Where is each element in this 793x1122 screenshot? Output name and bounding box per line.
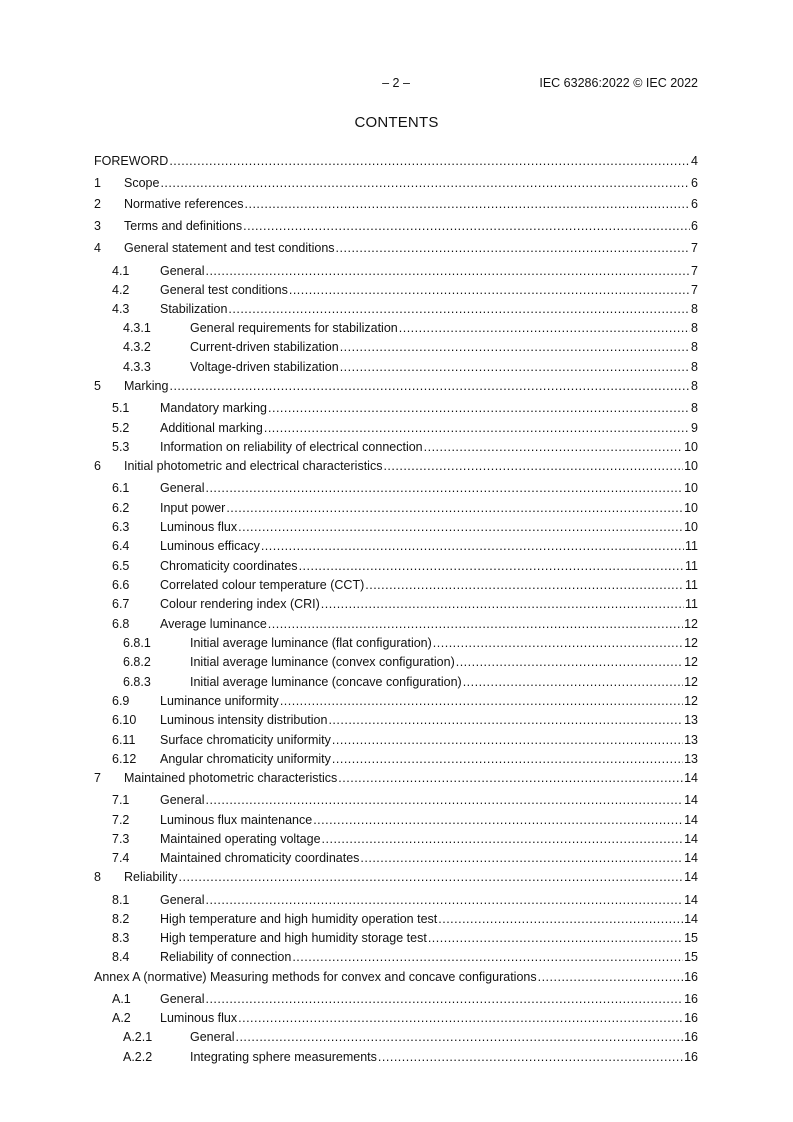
toc-entry-title: Stabilization: [160, 302, 228, 316]
toc-entry-number: 4.3.3: [123, 360, 151, 374]
toc-entry[interactable]: [94, 831, 698, 847]
toc-entry-page: 10: [684, 459, 698, 473]
dot-leader: [245, 196, 691, 212]
toc-entry-page: 9: [691, 421, 698, 435]
toc-entry-number: 4.3.1: [123, 321, 151, 335]
toc-entry-number: 6.5: [112, 559, 130, 573]
toc-entry-page: 11: [685, 597, 698, 611]
toc-entry-title: Correlated colour temperature (CCT): [160, 578, 365, 592]
toc-entry-title: General: [160, 992, 205, 1006]
toc-entry[interactable]: [94, 930, 698, 946]
toc-entry-number: 3: [94, 219, 101, 233]
toc-entry-page: 16: [684, 1011, 698, 1025]
toc-entry-page: 8: [691, 401, 698, 415]
dot-leader: [205, 792, 683, 808]
dot-leader: [328, 712, 683, 728]
toc-entry-page: 7: [691, 241, 698, 255]
toc-entry-title: Luminous flux: [160, 1011, 238, 1025]
toc-entry-number: 1: [94, 176, 101, 190]
dot-leader: [428, 930, 683, 946]
toc-entry-number: A.2.1: [123, 1030, 153, 1044]
dot-leader: [360, 850, 683, 866]
toc-entry-page: 8: [691, 360, 698, 374]
toc-entry-page: 12: [684, 617, 698, 631]
toc-entry-title: Current-driven stabilization: [190, 340, 339, 354]
toc-entry-title: General: [160, 893, 205, 907]
dot-leader: [340, 339, 690, 355]
toc-entry-number: 5.3: [112, 440, 130, 454]
toc-entry-number: 7.3: [112, 832, 130, 846]
toc-entry-page: 10: [684, 440, 698, 454]
dot-leader: [399, 320, 690, 336]
toc-entry[interactable]: [94, 240, 698, 256]
dot-leader: [169, 378, 690, 394]
toc-entry[interactable]: [94, 751, 698, 767]
toc-entry-number: 6.9: [112, 694, 130, 708]
toc-entry-number: 6.12: [112, 752, 137, 766]
dot-leader: [321, 596, 684, 612]
toc-entry[interactable]: [94, 339, 698, 355]
toc-entry-number: 7: [94, 771, 101, 785]
toc-entry[interactable]: [94, 439, 698, 455]
toc-entry-title: Annex A (normative) Measuring methods for convex and concave configurations: [94, 970, 537, 984]
toc-entry-number: 5.2: [112, 421, 130, 435]
toc-entry-page: 7: [691, 283, 698, 297]
toc-entry-page: 8: [691, 340, 698, 354]
toc-entry-page: 10: [684, 520, 698, 534]
dot-leader: [378, 1049, 683, 1065]
toc-entry-title: Normative references: [124, 197, 244, 211]
toc-entry-title: Scope: [124, 176, 160, 190]
toc-entry-number: 6.1: [112, 481, 130, 495]
toc-entry-title: FOREWORD: [94, 154, 169, 168]
dot-leader: [313, 812, 683, 828]
toc-entry[interactable]: [94, 458, 698, 474]
dot-leader: [456, 654, 683, 670]
toc-entry-title: General: [160, 481, 205, 495]
toc-entry-title: High temperature and high humidity storage test: [160, 931, 427, 945]
toc-entry-title: Voltage-driven stabilization: [190, 360, 339, 374]
dot-leader: [383, 458, 683, 474]
dot-leader: [228, 301, 690, 317]
toc-entry-title: Luminous flux: [160, 520, 238, 534]
toc-entry-page: 16: [684, 992, 698, 1006]
toc-entry[interactable]: [94, 1049, 698, 1065]
toc-entry-title: Maintained operating voltage: [160, 832, 321, 846]
toc-entry-page: 16: [684, 970, 698, 984]
toc-entry-page: 14: [684, 893, 698, 907]
toc-entry[interactable]: [94, 400, 698, 416]
toc-entry-number: 6.4: [112, 539, 130, 553]
toc-entry[interactable]: [94, 175, 698, 191]
toc-entry[interactable]: [94, 196, 698, 212]
toc-entry[interactable]: [94, 218, 698, 234]
toc-entry[interactable]: [94, 577, 698, 593]
dot-leader: [463, 674, 683, 690]
toc-entry-title: Surface chromaticity uniformity: [160, 733, 331, 747]
toc-entry-page: 6: [691, 197, 698, 211]
toc-entry-title: General: [190, 1030, 235, 1044]
toc-entry[interactable]: [94, 792, 698, 808]
dot-leader: [292, 949, 683, 965]
toc-entry-number: 6.2: [112, 501, 130, 515]
toc-entry-number: 6.8.2: [123, 655, 151, 669]
toc-entry-page: 16: [684, 1050, 698, 1064]
toc-entry[interactable]: [94, 500, 698, 516]
toc-entry-page: 12: [684, 655, 698, 669]
toc-entry-page: 6: [691, 176, 698, 190]
toc-entry-page: 12: [684, 694, 698, 708]
toc-entry-title: Additional marking: [160, 421, 263, 435]
toc-entry-number: 6.10: [112, 713, 137, 727]
toc-entry-title: Initial photometric and electrical characteristics: [124, 459, 383, 473]
toc-entry-page: 10: [684, 501, 698, 515]
dot-leader: [160, 175, 690, 191]
toc-entry[interactable]: [94, 850, 698, 866]
toc-entry-page: 14: [684, 813, 698, 827]
toc-entry-title: Information on reliability of electrical connection: [160, 440, 423, 454]
toc-entry[interactable]: [94, 635, 698, 651]
dot-leader: [243, 218, 690, 234]
toc-entry-number: 8.1: [112, 893, 130, 907]
toc-entry-page: 14: [684, 851, 698, 865]
dot-leader: [332, 732, 683, 748]
toc-entry-page: 13: [684, 733, 698, 747]
dot-leader: [438, 911, 683, 927]
dot-leader: [238, 1010, 683, 1026]
toc-entry-title: Terms and definitions: [124, 219, 243, 233]
toc-entry[interactable]: [94, 538, 698, 554]
toc-entry-number: 2: [94, 197, 101, 211]
toc-entry-title: Luminous flux maintenance: [160, 813, 313, 827]
dot-leader: [280, 693, 683, 709]
toc-entry-title: Marking: [124, 379, 169, 393]
toc-entry[interactable]: [94, 301, 698, 317]
toc-entry-number: 8: [94, 870, 101, 884]
toc-entry-page: 16: [684, 1030, 698, 1044]
dot-leader: [235, 1029, 683, 1045]
toc-entry-number: 6.8.1: [123, 636, 151, 650]
toc-entry-number: 8.4: [112, 950, 130, 964]
toc-entry-number: 6: [94, 459, 101, 473]
toc-entry-number: 4.2: [112, 283, 130, 297]
toc-entry[interactable]: [94, 1029, 698, 1045]
toc-entry-number: 4: [94, 241, 101, 255]
toc-entry-number: 7.2: [112, 813, 130, 827]
toc-entry-number: A.2.2: [123, 1050, 153, 1064]
toc-entry-title: High temperature and high humidity operation test: [160, 912, 438, 926]
toc-entry[interactable]: [94, 812, 698, 828]
toc-entry-title: General statement and test conditions: [124, 241, 335, 255]
toc-entry[interactable]: [94, 674, 698, 690]
toc-entry-number: A.2: [112, 1011, 131, 1025]
dot-leader: [169, 153, 690, 169]
toc-entry-page: 13: [684, 752, 698, 766]
toc-entry-title: General requirements for stabilization: [190, 321, 398, 335]
dot-leader: [338, 770, 683, 786]
dot-leader: [205, 480, 683, 496]
dot-leader: [205, 263, 690, 279]
toc-entry[interactable]: [94, 654, 698, 670]
dot-leader: [340, 359, 690, 375]
toc-entry-number: 4.1: [112, 264, 130, 278]
toc-entry[interactable]: [94, 320, 698, 336]
toc-entry[interactable]: [94, 732, 698, 748]
dot-leader: [332, 751, 683, 767]
page-header: [94, 76, 698, 92]
toc-entry[interactable]: [94, 359, 698, 375]
dot-leader: [179, 869, 684, 885]
dot-leader: [268, 616, 683, 632]
toc-entry-number: 6.8.3: [123, 675, 151, 689]
toc-entry[interactable]: [94, 969, 698, 985]
toc-entry-page: 14: [684, 771, 698, 785]
toc-entry-number: 7.4: [112, 851, 130, 865]
toc-entry-title: Average luminance: [160, 617, 267, 631]
toc-entry-page: 14: [684, 793, 698, 807]
toc-entry[interactable]: [94, 712, 698, 728]
toc-entry-page: 14: [684, 870, 698, 884]
toc-entry-number: 8.2: [112, 912, 130, 926]
toc-entry-page: 8: [691, 321, 698, 335]
dot-leader: [538, 969, 683, 985]
dot-leader: [424, 439, 683, 455]
toc-entry-title: Luminous intensity distribution: [160, 713, 328, 727]
toc-entry-page: 15: [684, 931, 698, 945]
toc-entry-page: 6: [691, 219, 698, 233]
dot-leader: [299, 558, 684, 574]
contents-title: CONTENTS: [354, 114, 439, 131]
toc-entry-page: 12: [684, 675, 698, 689]
dot-leader: [226, 500, 683, 516]
dot-leader: [365, 577, 684, 593]
toc-entry[interactable]: [94, 378, 698, 394]
toc-entry[interactable]: [94, 991, 698, 1007]
dot-leader: [289, 282, 690, 298]
toc-entry-title: Luminance uniformity: [160, 694, 279, 708]
toc-entry-title: Integrating sphere measurements: [190, 1050, 377, 1064]
toc-entry-title: Initial average luminance (convex configuration): [190, 655, 455, 669]
toc-entry-page: 4: [691, 154, 698, 168]
toc-entry-page: 14: [684, 912, 698, 926]
toc-entry-number: A.1: [112, 992, 131, 1006]
toc-entry-title: Luminous efficacy: [160, 539, 260, 553]
toc-entry-title: Reliability of connection: [160, 950, 292, 964]
dot-leader: [322, 831, 684, 847]
toc-entry-number: 6.8: [112, 617, 130, 631]
toc-entry-number: 4.3.2: [123, 340, 151, 354]
dot-leader: [336, 240, 691, 256]
toc-entry-title: Chromaticity coordinates: [160, 559, 298, 573]
dot-leader: [205, 991, 683, 1007]
toc-entry-title: General: [160, 793, 205, 807]
toc-entry[interactable]: [94, 153, 698, 169]
toc-entry-page: 7: [691, 264, 698, 278]
toc-entry-number: 6.11: [112, 733, 136, 747]
toc-entry[interactable]: [94, 1010, 698, 1026]
toc-entry-title: General test conditions: [160, 283, 288, 297]
dot-leader: [268, 400, 690, 416]
dot-leader: [261, 538, 684, 554]
dot-leader: [433, 635, 683, 651]
toc-entry-title: General: [160, 264, 205, 278]
toc-entry-number: 6.3: [112, 520, 130, 534]
toc-entry-page: 12: [684, 636, 698, 650]
toc-entry-number: 4.3: [112, 302, 130, 316]
copyright-notice: IEC 63286:2022 © IEC 2022: [539, 76, 698, 90]
page-number: – 2 –: [382, 76, 410, 90]
toc-entry-title: Maintained chromaticity coordinates: [160, 851, 360, 865]
toc-entry-number: 6.7: [112, 597, 130, 611]
toc-entry-number: 7.1: [112, 793, 130, 807]
toc-entry-page: 11: [685, 578, 698, 592]
toc-entry-page: 14: [684, 832, 698, 846]
dot-leader: [205, 892, 683, 908]
toc-entry[interactable]: [94, 869, 698, 885]
toc-entry-page: 10: [684, 481, 698, 495]
toc-entry[interactable]: [94, 282, 698, 298]
toc-entry-title: Mandatory marking: [160, 401, 267, 415]
toc-entry-page: 11: [685, 539, 698, 553]
toc-entry[interactable]: [94, 770, 698, 786]
toc-entry[interactable]: [94, 263, 698, 279]
toc-entry-title: Input power: [160, 501, 226, 515]
toc-entry[interactable]: [94, 480, 698, 496]
toc-entry[interactable]: [94, 558, 698, 574]
dot-leader: [264, 420, 690, 436]
toc-entry[interactable]: [94, 420, 698, 436]
toc-entry-title: Initial average luminance (concave configuration): [190, 675, 462, 689]
toc-entry-title: Angular chromaticity uniformity: [160, 752, 331, 766]
toc-entry[interactable]: [94, 693, 698, 709]
toc-entry-page: 8: [691, 302, 698, 316]
toc-entry-title: Reliability: [124, 870, 178, 884]
toc-entry-page: 11: [685, 559, 698, 573]
toc-entry-title: Initial average luminance (flat configuration): [190, 636, 432, 650]
toc-entry-page: 15: [684, 950, 698, 964]
toc-entry-number: 8.3: [112, 931, 130, 945]
toc-entry-page: 13: [684, 713, 698, 727]
toc-entry[interactable]: [94, 949, 698, 965]
toc-entry[interactable]: [94, 911, 698, 927]
toc-entry[interactable]: [94, 519, 698, 535]
toc-entry[interactable]: [94, 892, 698, 908]
toc-entry-title: Colour rendering index (CRI): [160, 597, 320, 611]
toc-entry-number: 5: [94, 379, 101, 393]
toc-entry-number: 6.6: [112, 578, 130, 592]
toc-entry[interactable]: [94, 596, 698, 612]
toc-entry-title: Maintained photometric characteristics: [124, 771, 338, 785]
toc-entry-page: 8: [691, 379, 698, 393]
toc-entry[interactable]: [94, 616, 698, 632]
toc-entry-number: 5.1: [112, 401, 130, 415]
dot-leader: [238, 519, 683, 535]
